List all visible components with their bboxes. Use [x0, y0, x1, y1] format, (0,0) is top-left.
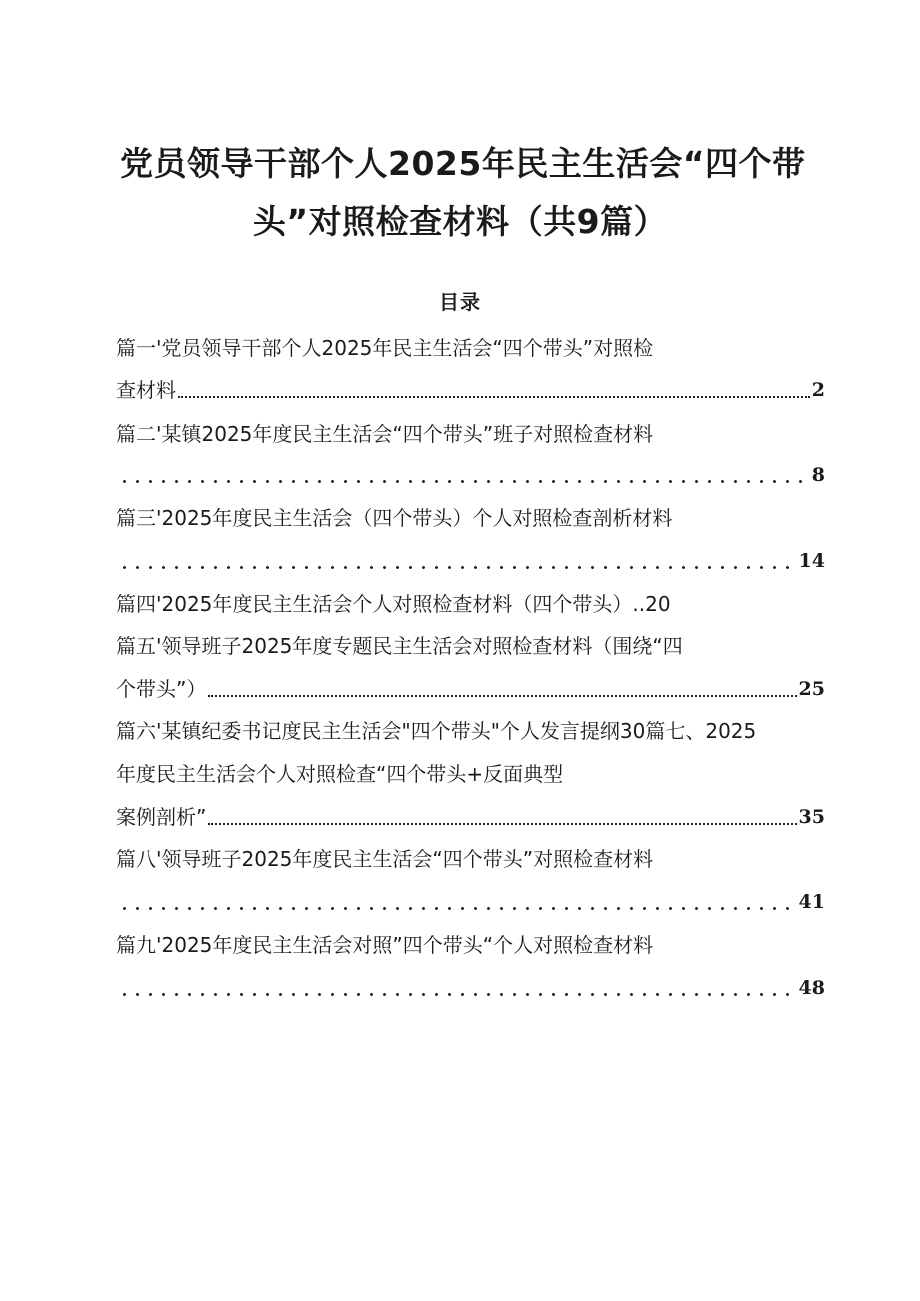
- toc-entry-5-line-1[interactable]: 篇五'领导班子2025年度专题民主生活会对照检查材料（围绕“四: [116, 634, 683, 658]
- toc-heading: 目录: [439, 290, 481, 314]
- toc-entry-3-page: 14: [798, 550, 825, 572]
- toc-entry-8-page: 41: [798, 891, 825, 913]
- toc-entry-8-row[interactable]: [116, 888, 825, 916]
- dot-leader: [206, 675, 798, 703]
- toc-entry-4-line-1[interactable]: 篇四'2025年度民主生活会个人对照检查材料（四个带头）..20: [116, 592, 671, 616]
- toc-entry-1-line-1[interactable]: 篇一'党员领导干部个人2025年民主生活会“四个带头”对照检: [116, 336, 654, 360]
- toc-entry-7-line-3: 案例剖析”: [116, 805, 207, 829]
- dot-leader: [116, 547, 799, 575]
- toc-entry-5-page: 25: [798, 678, 825, 700]
- toc-entry-9-page: 48: [798, 977, 825, 999]
- toc-entry-5-line-2: 个带头”）: [116, 677, 207, 701]
- toc-entry-2-line-1[interactable]: 篇二'某镇2025年度民主生活会“四个带头”班子对照检查材料: [116, 422, 654, 446]
- toc-entry-2-row[interactable]: [116, 461, 825, 489]
- toc-entry-9-row[interactable]: [116, 974, 825, 1002]
- document-title-line-2: 头”对照检查材料（共9篇）: [252, 202, 668, 241]
- toc-entry-3-line-1[interactable]: 篇三'2025年度民主生活会（四个带头）个人对照检查剖析材料: [116, 506, 673, 530]
- toc-entry-6-line-1[interactable]: 篇六'某镇纪委书记度民主生活会"四个带头"个人发言提纲30篇七、2025: [116, 719, 757, 743]
- dot-leader: [176, 376, 812, 404]
- toc-entry-7-row[interactable]: [116, 803, 825, 831]
- dot-leader: [206, 803, 798, 831]
- toc-entry-7-page: 35: [798, 806, 825, 828]
- toc-entry-1-page: 2: [811, 379, 825, 401]
- toc-entry-1-row[interactable]: [116, 376, 825, 404]
- toc-entry-8-line-1[interactable]: 篇八'领导班子2025年度民主生活会“四个带头”对照检查材料: [116, 847, 654, 871]
- dot-leader: [116, 974, 799, 1002]
- toc-entry-1-line-2: 查材料: [116, 378, 176, 402]
- toc-entry-7-line-2[interactable]: 年度民主生活会个人对照检查“四个带头+反面典型: [116, 762, 564, 786]
- toc-entry-9-line-1[interactable]: 篇九'2025年度民主生活会对照”四个带头“个人对照检查材料: [116, 933, 654, 957]
- dot-leader: [116, 461, 812, 489]
- dot-leader: [116, 888, 799, 916]
- toc-entry-5-row[interactable]: [116, 675, 825, 703]
- toc-entry-3-row[interactable]: [116, 547, 825, 575]
- toc-entry-2-page: 8: [811, 464, 825, 486]
- document-title-line-1: 党员领导干部个人2025年民主生活会“四个带: [120, 144, 806, 183]
